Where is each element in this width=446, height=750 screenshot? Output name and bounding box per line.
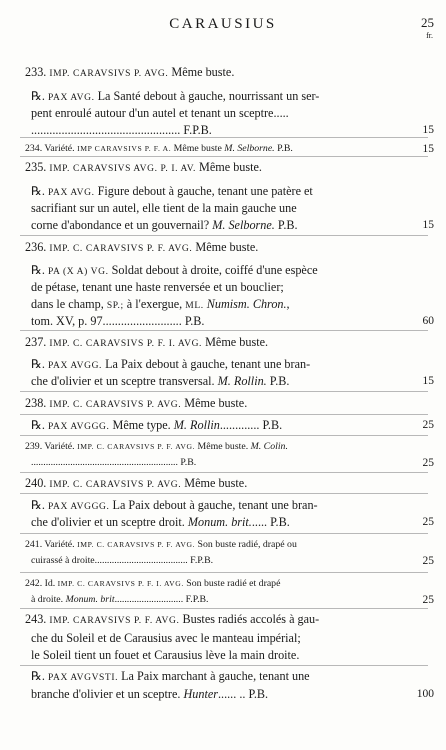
section-divider xyxy=(20,493,428,494)
coin-value: 25 xyxy=(422,516,434,528)
reverse-description xyxy=(31,279,402,295)
catalogue-text: ............................................................ P.B. xyxy=(31,457,197,468)
running-head-title: CARAUSIUS xyxy=(169,16,277,32)
obverse-legend xyxy=(25,395,402,413)
catalogue-text: P.B. xyxy=(266,374,290,388)
catalogue-text: Même buste xyxy=(171,143,225,154)
catalogue-text: Même buste. xyxy=(181,476,248,490)
catalogue-text: 242. Id. xyxy=(25,578,58,589)
catalogue-text: Même buste. xyxy=(202,335,269,349)
coin-legend: ML. xyxy=(185,301,204,311)
reverse-description xyxy=(31,592,402,608)
catalogue-text: à droite. xyxy=(31,594,66,605)
coin-value: 15 xyxy=(422,124,434,136)
collection-reference: M. Selborne. xyxy=(212,218,275,232)
catalogue-text: La Santé debout à gauche, nourrissant un ser- xyxy=(94,89,320,103)
catalogue-text: che d'olivier et un sceptre droit. xyxy=(31,515,188,529)
coin-legend: IMP. C. CARAVSIVS P. F. AVG. xyxy=(77,442,196,451)
coin-legend: SP.; xyxy=(106,301,124,311)
reverse-description xyxy=(31,217,402,233)
obverse-legend xyxy=(25,576,402,592)
catalogue-text: P.B. xyxy=(274,218,298,232)
section-divider xyxy=(20,330,428,331)
catalogue-text: Même buste. xyxy=(181,396,248,410)
catalogue-text: cuirassé à droite...................................... F.P.B. xyxy=(31,555,214,566)
coin-value: 25 xyxy=(422,555,434,567)
catalogue-text: Bustes radiés accolés à gau- xyxy=(179,612,320,626)
coin-legend: IMP. CARAVSIVS P. AVG. xyxy=(49,69,169,79)
catalogue-text: corne d'abondance et un gouvernail? xyxy=(31,218,213,232)
collection-reference: Hunter xyxy=(183,687,218,701)
coin-value: 100 xyxy=(416,688,434,700)
coin-value: 25 xyxy=(422,594,434,606)
coin-legend: PA (X A) VG. xyxy=(48,267,109,277)
catalogue-text: Son buste radié et drapé xyxy=(183,578,281,589)
catalogue-text: sacrifiant sur un autel, elle tient de la main gauche une xyxy=(31,201,297,215)
reverse-description xyxy=(31,296,402,314)
obverse-legend xyxy=(25,64,402,82)
section-divider xyxy=(20,472,428,473)
reverse-description xyxy=(31,105,402,121)
catalogue-text: de pétase, tenant une haste renversée et un bouclier; xyxy=(31,280,284,294)
coin-legend: IMP. C. CARAVSIVS P. F. AVG. xyxy=(77,540,196,549)
catalogue-text: Même type. xyxy=(109,418,174,432)
catalogue-text: ℞. xyxy=(31,357,49,371)
reverse-description xyxy=(31,122,402,138)
section-divider xyxy=(20,235,428,236)
catalogue-text: 241. Variété. xyxy=(25,539,78,550)
collection-reference: Monum. brit xyxy=(65,594,115,605)
catalogue-text: ℞. xyxy=(31,669,49,683)
coin-legend: PAX AVGG. xyxy=(48,361,103,371)
catalogue-text: Figure debout à gauche, tenant une patère et xyxy=(94,184,313,198)
catalogue-text: che du Soleil et de Carausius avec le manteau impérial; xyxy=(31,631,301,645)
catalogue-text: ............. P.B. xyxy=(219,418,283,432)
catalogue-text: ..... P.B. xyxy=(251,515,290,529)
coin-value: 25 xyxy=(422,457,434,469)
reverse-description xyxy=(31,356,402,374)
catalogue-text: che d'olivier et un sceptre transversal. xyxy=(31,374,218,388)
catalogue-text: La Paix debout à gauche, tenant une bran- xyxy=(102,357,311,371)
coin-legend: PAX AVG. xyxy=(48,188,95,198)
catalogue-text: Même buste. xyxy=(192,240,259,254)
section-divider xyxy=(20,572,428,573)
section-divider xyxy=(20,414,428,415)
catalogue-text: 240. xyxy=(25,476,50,490)
catalogue-text: Soldat debout à droite, coiffé d'une espèce xyxy=(108,263,318,277)
reverse-description xyxy=(31,455,402,471)
coin-legend: IMP. CARAVSIVS AVG. P. I. AV. xyxy=(49,164,196,174)
catalogue-text: 236. xyxy=(25,240,50,254)
catalogue-text: La Paix debout à gauche, tenant une bran- xyxy=(109,498,318,512)
coin-legend: IMP CARAVSIVS P. F. A. xyxy=(77,144,172,153)
catalogue-text: 238. xyxy=(25,396,50,410)
reverse-description xyxy=(31,647,402,663)
reverse-description xyxy=(31,262,402,280)
coin-legend: IMP. C. CARAVSIVS P. F. I. AVG. xyxy=(49,339,203,349)
catalogue-text: ℞. xyxy=(31,263,49,277)
coin-legend: IMP. CARAVSIVS P. F. AVG. xyxy=(49,616,180,626)
catalogue-text: 234. Variété. xyxy=(25,143,78,154)
collection-reference: Numism. Chron., xyxy=(206,297,290,311)
coin-value: 15 xyxy=(422,143,434,155)
coin-legend: IMP. C. CARAVSIVS P. AVG. xyxy=(49,480,182,490)
coin-legend: PAX AVGGG. xyxy=(48,502,110,512)
obverse-legend xyxy=(25,475,402,493)
reverse-description xyxy=(31,417,402,435)
catalogue-text: ................................................. F.P.B. xyxy=(31,123,212,137)
reverse-description xyxy=(31,686,402,702)
catalogue-text: branche d'olivier et un sceptre. xyxy=(31,687,184,701)
section-divider xyxy=(20,608,428,609)
reverse-description xyxy=(31,88,402,106)
page-number: 25 xyxy=(421,15,434,30)
reverse-description xyxy=(31,183,402,201)
catalogue-text: le Soleil tient un fouet et Carausius lève la main droite. xyxy=(31,648,300,662)
coin-legend: IMP. C. CARAVSIVS P. AVG. xyxy=(49,400,182,410)
reverse-description xyxy=(31,373,402,389)
catalogue-text: ...... .. P.B. xyxy=(217,687,269,701)
obverse-legend xyxy=(25,159,402,177)
catalogue-text: Son buste radié, drapé ou xyxy=(195,539,297,550)
catalogue-text: pent enroulé autour d'un autel et tenant un sceptre..... xyxy=(31,106,289,120)
catalogue-text: 237. xyxy=(25,335,50,349)
obverse-legend xyxy=(25,537,402,553)
catalogue-text: Même buste. xyxy=(168,65,235,79)
catalogue-text: 239. Variété. xyxy=(25,441,78,452)
collection-reference: M. Rollin. xyxy=(217,374,267,388)
coin-value: 25 xyxy=(422,419,434,431)
catalogue-text: 243. xyxy=(25,612,50,626)
collection-reference: M. Colin. xyxy=(250,441,288,452)
obverse-legend xyxy=(25,439,402,455)
section-divider xyxy=(20,391,428,392)
catalogue-text: tom. XV, p. 97.......................... P.B. xyxy=(31,314,205,328)
coin-value: 60 xyxy=(422,315,434,327)
catalogue-text: La Paix marchant à gauche, tenant une xyxy=(118,669,310,683)
catalogue-text: P.B. xyxy=(274,143,293,154)
reverse-description xyxy=(31,497,402,515)
section-divider xyxy=(20,435,428,436)
obverse-legend xyxy=(25,141,402,157)
reverse-description xyxy=(31,630,402,646)
catalogue-text: Même buste. xyxy=(195,160,262,174)
catalogue-text: ℞. xyxy=(31,418,49,432)
coin-legend: PAX AVG. xyxy=(48,93,95,103)
reverse-description xyxy=(31,313,402,329)
catalogue-text: 233. xyxy=(25,65,50,79)
coin-legend: IMP. C. CARAVSIVS P. F. I. AVG. xyxy=(57,579,184,588)
coin-legend: PAX AVGGG. xyxy=(48,422,110,432)
catalogue-text: ℞. xyxy=(31,89,49,103)
reverse-description xyxy=(31,200,402,216)
reverse-description xyxy=(31,553,402,569)
catalogue-text: Même buste. xyxy=(195,441,251,452)
catalogue-text: ℞. xyxy=(31,498,49,512)
catalogue-text: ℞. xyxy=(31,184,49,198)
coin-value: 15 xyxy=(422,219,434,231)
value-unit-label: fr. xyxy=(426,31,433,40)
coin-value: 15 xyxy=(422,375,434,387)
section-divider xyxy=(20,533,428,534)
reverse-description xyxy=(31,514,402,530)
catalogue-text: 235. xyxy=(25,160,50,174)
section-divider xyxy=(20,665,428,666)
obverse-legend xyxy=(25,611,402,629)
catalogue-text: ............................ F.P.B. xyxy=(114,594,209,605)
catalogue-text: dans le champ, xyxy=(31,297,107,311)
collection-reference: M. Selborne. xyxy=(224,143,275,154)
catalogue-text: à l'exergue, xyxy=(123,297,186,311)
obverse-legend xyxy=(25,239,402,257)
coin-legend: IMP. C. CARAVSIVS P. F. AVG. xyxy=(49,244,193,254)
reverse-description xyxy=(31,668,402,686)
coin-legend: PAX AVGVSTI. xyxy=(48,673,119,683)
obverse-legend xyxy=(25,334,402,352)
collection-reference: M. Rollin xyxy=(173,418,220,432)
collection-reference: Monum. brit. xyxy=(187,515,252,529)
